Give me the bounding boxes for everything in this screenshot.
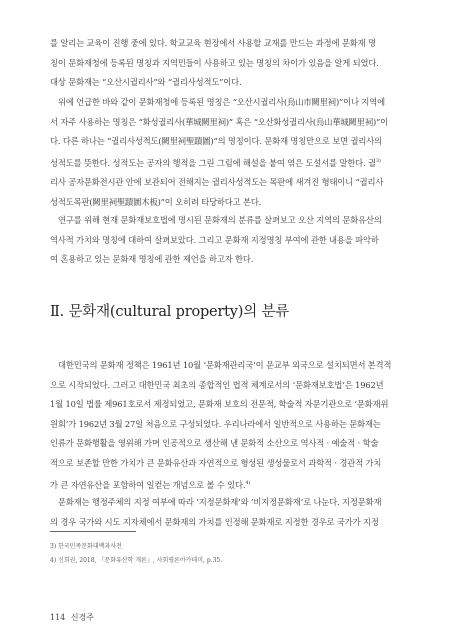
paragraph-line: 역사적 가치와 명칭에 대하여 살펴보았다. 그리고 문화재 지정명칭 부여에 관한 내용을 파악하 — [50, 234, 379, 245]
footnote-3: 3) 한국민족문화대백과사전 — [50, 543, 122, 550]
paragraph-2 — [50, 93, 418, 212]
paragraph-line-text: 성적도를 뜻한다. 성적도는 공자의 행적을 그린 그림에 해설을 붙여 엮은 도설서를 말한다. 궐 — [50, 157, 376, 168]
footnote-ref: 4) — [245, 479, 251, 486]
footnote-divider — [50, 531, 136, 532]
paragraph-1 — [50, 34, 418, 93]
paragraph-line: 칭이 문화재청에 등록된 명칭과 지역민들이 사용하고 있는 명칭의 차이가 있음을 알게 되었다. — [50, 57, 379, 68]
paragraph-line: 를 알리는 교육이 진행 중에 있다. 학교교육 현장에서 사용할 교재를 만드는 과정에 문화재 명 — [50, 38, 376, 48]
paragraph-line: 원회’가 1962년 3월 27일 처음으로 구성되었다. 우리나라에서 일반적으로 사용하는 문화재는 — [50, 418, 381, 429]
paragraph-line: 서 자주 사용하는 명칭은 “화성궐리사(華城闕里祠)” 혹은 “오산화성궐리사(烏山華城闕里祠)”이 — [50, 116, 389, 127]
paragraph-line: 대상 문화재는 “오산시궐리사”와 “궐리사성적도”이다. — [50, 77, 242, 88]
paragraph-line: 여 혼용하고 있는 문화재 명칭에 관한 제언을 하고자 한다. — [50, 254, 254, 265]
paragraph-line: 1월 10일 법률 제961호로서 제정되었고, 문화재 보호의 전문적, 학술적 자문기관으로 ‘문화재위 — [50, 399, 389, 410]
paragraph-5 — [50, 493, 418, 532]
paragraph-line: 으로 시작되었다. 그러고 대한민국 최초의 종합적인 법적 체계로서의 ‘문화재보호법’은 1962년 — [50, 379, 384, 390]
paragraph-line: 인류가 문화행활을 영위해 가며 인공적으로 생산해 낸 문화적 소산으로 역사적 · 예술적 · 학술 — [50, 438, 379, 449]
paragraph-line: 대한민국의 문화재 정책은 1961년 10월 ‘문화재관리국’이 문교부 외국으로 설치되면서 본격적 — [58, 360, 392, 370]
paragraph-line: 성적도목판(闕里祠聖蹟圖木板)”이 오히려 타당하다고 본다. — [50, 196, 262, 207]
paragraph-line: 적으로 보존할 만한 가치가 큰 문화유산과 자연적으로 형성된 생성물로서 과학적 · 경관적 가치 — [50, 457, 382, 468]
footnote-4: 4) 신희권, 2018, 『문화유산학 개론』, 사회평론아카데미, p.35. — [50, 557, 223, 564]
author-name: 신경주 — [70, 613, 95, 622]
paragraph-line-text: 가 큰 자연유산을 포함하여 일컫는 개념으로 볼 수 있다. — [50, 479, 246, 490]
paragraph-line: 의 경우 국가와 시도 지자체에서 문화재의 가치를 인정해 문화재로 지정한 경우로 국가가 지정 — [50, 516, 379, 527]
paragraph-3 — [50, 211, 418, 270]
paragraph-line: 위에 언급한 바와 같이 문화재청에 등록된 명칭은 “오산시궐리사(烏山市闕里祠)”이나 지역에 — [58, 97, 385, 107]
footnote-ref: 3) — [375, 157, 381, 164]
paragraph-line: 연구를 위해 현재 문화재보호법에 명시된 문화재의 분류를 살펴보고 오산 지역의 문화유산의 — [58, 215, 382, 225]
section-title: Ⅱ. 문화재(cultural property)의 분류 — [50, 304, 290, 320]
paragraph-line: 다. 다른 하나는 “궐리사성적도(闕里祠聖蹟圖)”의 명칭이다. 문화재 명칭만으로 보면 궐리사의 — [50, 136, 382, 147]
page-number: 114 — [50, 613, 66, 622]
paragraph-line — [50, 152, 418, 173]
paragraph-line — [50, 474, 418, 495]
paragraph-line: 문화재는 행정주체의 지정 여부에 따라 ‘지정문화재’와 ‘비지정문화재’로 나눈다. 지정문화재 — [58, 497, 382, 507]
page-footer — [50, 612, 94, 623]
paragraph-4 — [50, 356, 418, 495]
paragraph-line: 리사 공자문화전시관 안에 보관되어 전해지는 궐리사성적도는 목판에 새겨진 형태이니 “궐리사 — [50, 177, 384, 188]
